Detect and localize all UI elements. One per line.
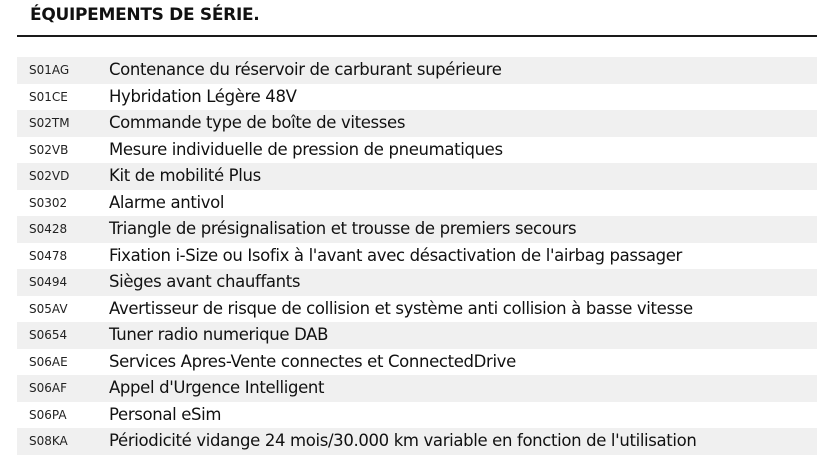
equipment-row [17,269,817,296]
equipment-code: S01AG [29,63,70,77]
equipment-code: S0494 [29,275,68,289]
equipment-description: Triangle de présignalisation et trousse de premiers secours [109,219,577,238]
equipment-row [17,163,817,190]
equipment-row [17,322,817,349]
equipment-description: Périodicité vidange 24 mois/30.000 km variable en fonction de l'utilisation [109,431,697,450]
equipment-code: S05AV [29,301,68,316]
equipment-row [17,243,817,270]
title-divider [17,35,817,37]
equipment-row [17,110,817,137]
equipment-code: S06AE [29,354,68,369]
equipment-description: Kit de mobilité Plus [109,166,261,185]
section-title: ÉQUIPEMENTS DE SÉRIE. [30,5,260,25]
equipment-code: S08KA [29,434,68,448]
equipment-row [17,137,817,164]
equipment-description: Mesure individuelle de pression de pneumatiques [109,139,503,159]
equipment-code: S02VD [29,169,70,183]
equipment-code: S0302 [29,195,68,210]
equipment-row [17,402,817,429]
equipment-description: Personal eSim [109,404,222,424]
equipment-code: S02VB [29,142,69,157]
equipment-row [17,84,817,111]
equipment-list [17,57,817,455]
equipment-code: S06PA [29,407,67,422]
equipment-code: S0478 [29,248,68,263]
equipment-description: Contenance du réservoir de carburant supérieure [109,60,502,79]
equipment-description: Hybridation Légère 48V [109,86,297,106]
equipment-code: S02TM [29,116,70,130]
equipment-row [17,349,817,376]
equipment-code: S0428 [29,222,68,236]
equipment-description: Fixation i-Size ou Isofix à l'avant avec désactivation de l'airbag passager [109,245,682,265]
equipment-description: Services Apres-Vente connectes et ConnectedDrive [109,351,516,371]
equipment-description: Commande type de boîte de vitesses [109,113,406,132]
equipment-description: Appel d'Urgence Intelligent [109,378,325,397]
equipment-description: Alarme antivol [109,192,225,212]
equipment-row [17,375,817,402]
equipment-row [17,190,817,217]
equipment-code: S0654 [29,328,68,342]
equipment-row [17,428,817,455]
equipment-row [17,57,817,84]
equipment-row [17,296,817,323]
equipment-code: S01CE [29,89,68,104]
equipment-code: S06AF [29,381,67,395]
equipment-row [17,216,817,243]
equipment-description: Tuner radio numerique DAB [109,325,329,344]
equipment-description: Avertisseur de risque de collision et système anti collision à basse vitesse [109,298,693,318]
equipment-description: Sièges avant chauffants [109,272,301,291]
